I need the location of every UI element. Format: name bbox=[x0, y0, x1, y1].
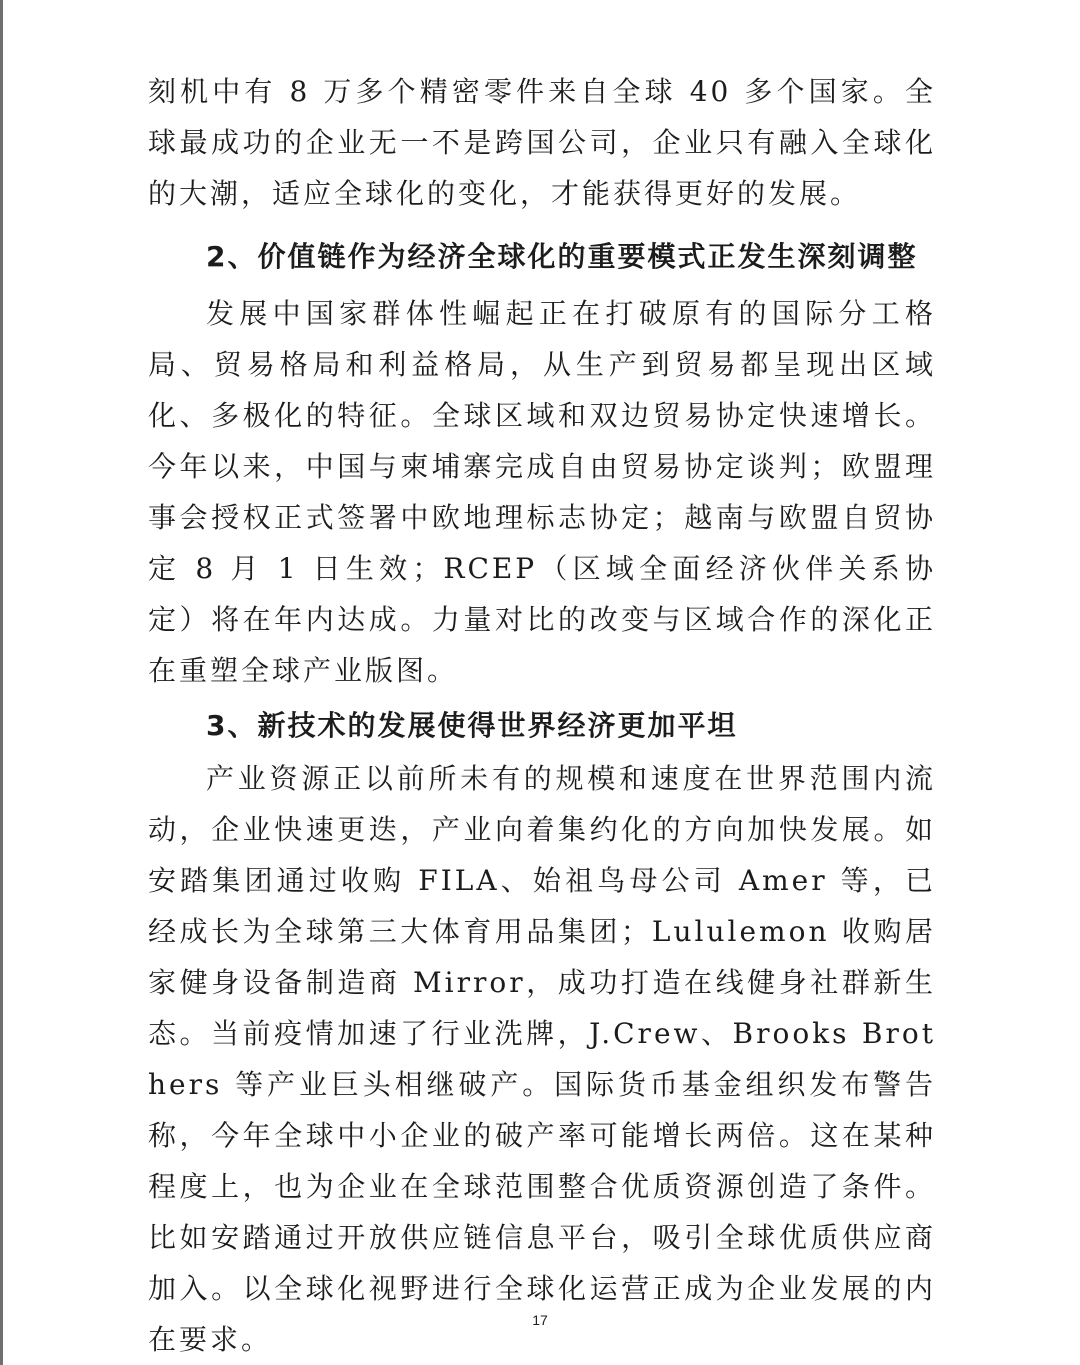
document-body bbox=[148, 66, 936, 1365]
paragraph-value-chain: 发展中国家群体性崛起正在打破原有的国际分工格局、贸易格局和利益格局，从生产到贸易都呈现出区域化、多极化的特征。全球区域和双边贸易协定快速增长。今年以来，中国与柬埔寨完成自由贸易协定谈判；欧盟理事会授权正式签署中欧地理标志协定；越南与欧盟自贸协定 8 月 1 日生效；RCEP（区域全面经济伙伴关系协定）将在年内达成。力量对比的改变与区域合作的深化正在重塑全球产业版图。 bbox=[148, 297, 936, 687]
section-heading-2: 2、价值链作为经济全球化的重要模式正发生深刻调整 bbox=[206, 240, 918, 273]
page-edge-border bbox=[0, 0, 3, 1365]
section-heading-3: 3、新技术的发展使得世界经济更加平坦 bbox=[206, 709, 738, 742]
paragraph-new-technology: 产业资源正以前所未有的规模和速度在世界范围内流动，企业快速更迭，产业向着集约化的方向加快发展。如安踏集团通过收购 FILA、始祖鸟母公司 Amer 等，已经成长为全球第三大体育用品集团；Lululemon 收购居家健身设备制造商 Mirror，成功打造在线健身社群新生态。当前疫情加速了行业洗牌，J.Crew、Brooks Brothers 等产业巨头相继破产。国际货币基金组织发布警告称，今年全球中小企业的破产率可能增长两倍。这在某种程度上，也为企业在全球范围整合优质资源创造了条件。比如安踏通过开放供应链信息平台，吸引全球优质供应商加入。以全球化视野进行全球化运营正成为企业发展的内在要求。 bbox=[148, 762, 936, 1356]
page-number: 17 bbox=[532, 1312, 548, 1328]
paragraph-continued: 刻机中有 8 万多个精密零件来自全球 40 多个国家。全球最成功的企业无一不是跨国公司，企业只有融入全球化的大潮，适应全球化的变化，才能获得更好的发展。 bbox=[148, 75, 936, 210]
